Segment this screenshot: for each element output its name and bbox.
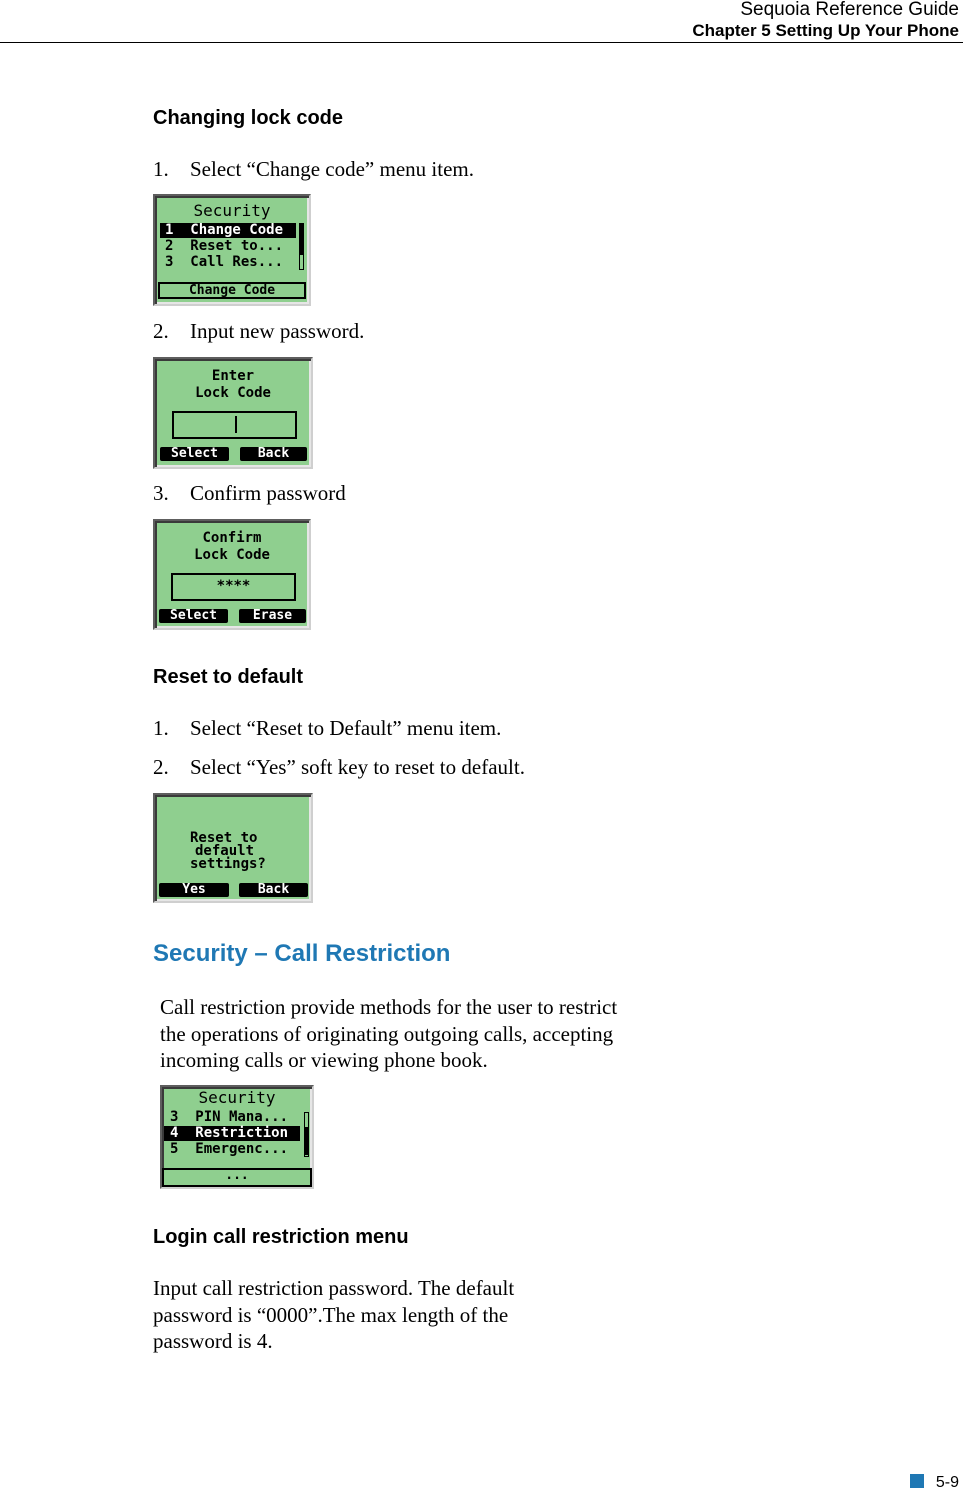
step-number: 3. — [153, 481, 169, 505]
lcd-security-restriction-menu — [160, 1085, 314, 1189]
page-number-text: 5-9 — [935, 1474, 959, 1491]
lcd-softkey-yes: Yes — [159, 883, 229, 897]
step-select-reset — [153, 716, 501, 741]
lcd-password-field: **** — [171, 573, 296, 601]
lcd-line: settings? — [190, 856, 266, 872]
paragraph-line: password is “0000”.The max length of the — [153, 1302, 509, 1327]
lcd-line: Confirm — [202, 530, 262, 546]
lcd-line: default — [195, 843, 255, 859]
lcd-reset-confirm — [153, 793, 313, 903]
heading-login-call-restriction: Login call restriction menu — [153, 1226, 409, 1248]
paragraph-line: the operations of originating outgoing calls, accepting — [160, 1021, 614, 1046]
heading-reset-to-default: Reset to default — [153, 666, 304, 688]
step-input-password — [153, 319, 364, 344]
lcd-softkey-select: Select — [159, 609, 228, 623]
lcd-softkey-bar: ... — [162, 1168, 312, 1187]
step-change-code — [153, 157, 474, 182]
step-text: Select “Reset to Default” menu item. — [190, 716, 502, 740]
lcd-softkey-erase: Erase — [239, 609, 306, 623]
lcd-menu-item-change-code: 1 Change Code — [165, 222, 284, 238]
lcd-softkey-select: Select — [160, 447, 229, 461]
step-number: 1. — [153, 716, 169, 740]
lcd-text-cursor — [235, 416, 237, 433]
login-restriction-paragraph — [153, 1275, 573, 1355]
page-number — [910, 1474, 959, 1492]
page-marker-square — [910, 1474, 924, 1488]
lcd-title: Security — [198, 1088, 276, 1107]
lcd-softkey-bar: Change Code — [158, 282, 306, 299]
header-rule — [0, 42, 963, 43]
lcd-softkey-back: Back — [240, 447, 307, 461]
lcd-menu-item-restriction: 4 Restriction — [170, 1125, 289, 1141]
lcd-menu-item-pin: 3 PIN Mana... — [170, 1109, 289, 1125]
heading-call-restriction: Security – Call Restriction — [153, 940, 451, 967]
paragraph-line: incoming calls or viewing phone book. — [160, 1048, 488, 1072]
step-text: Input new password. — [190, 319, 365, 343]
lcd-line: Lock Code — [195, 385, 271, 401]
running-header-chapter: Chapter 5 Setting Up Your Phone — [692, 21, 959, 40]
running-header-title: Sequoia Reference Guide — [740, 0, 959, 20]
lcd-softkey-back: Back — [239, 883, 308, 897]
lcd-line: Lock Code — [194, 547, 270, 563]
step-select-yes — [153, 755, 525, 780]
paragraph-line: Input call restriction password. The default — [153, 1276, 515, 1300]
heading-changing-lock-code: Changing lock code — [153, 107, 344, 129]
step-confirm-password — [153, 481, 346, 506]
step-number: 2. — [153, 319, 169, 343]
paragraph-line: Call restriction provide methods for the user to restrict — [160, 995, 618, 1019]
step-number: 2. — [153, 755, 169, 779]
lcd-scrollbar-thumb — [304, 1127, 309, 1155]
lcd-menu-item-reset: 2 Reset to... — [165, 238, 284, 254]
lcd-enter-lock-code — [153, 357, 313, 469]
lcd-security-menu — [153, 194, 311, 306]
lcd-confirm-lock-code — [153, 519, 311, 630]
lcd-line: Enter — [211, 368, 255, 384]
step-text: Select “Change code” menu item. — [190, 157, 474, 181]
lcd-line: Reset to — [190, 830, 258, 846]
lcd-scrollbar-thumb — [299, 223, 304, 255]
step-number: 1. — [153, 157, 169, 181]
call-restriction-paragraph — [160, 994, 700, 1074]
step-text: Confirm password — [190, 481, 346, 505]
lcd-menu-item-emergency: 5 Emergenc... — [170, 1141, 289, 1157]
step-text: Select “Yes” soft key to reset to default. — [190, 755, 525, 779]
lcd-menu-item-call-res: 3 Call Res... — [165, 254, 284, 270]
paragraph-line: password is 4. — [153, 1329, 273, 1353]
lcd-title: Security — [193, 201, 271, 220]
